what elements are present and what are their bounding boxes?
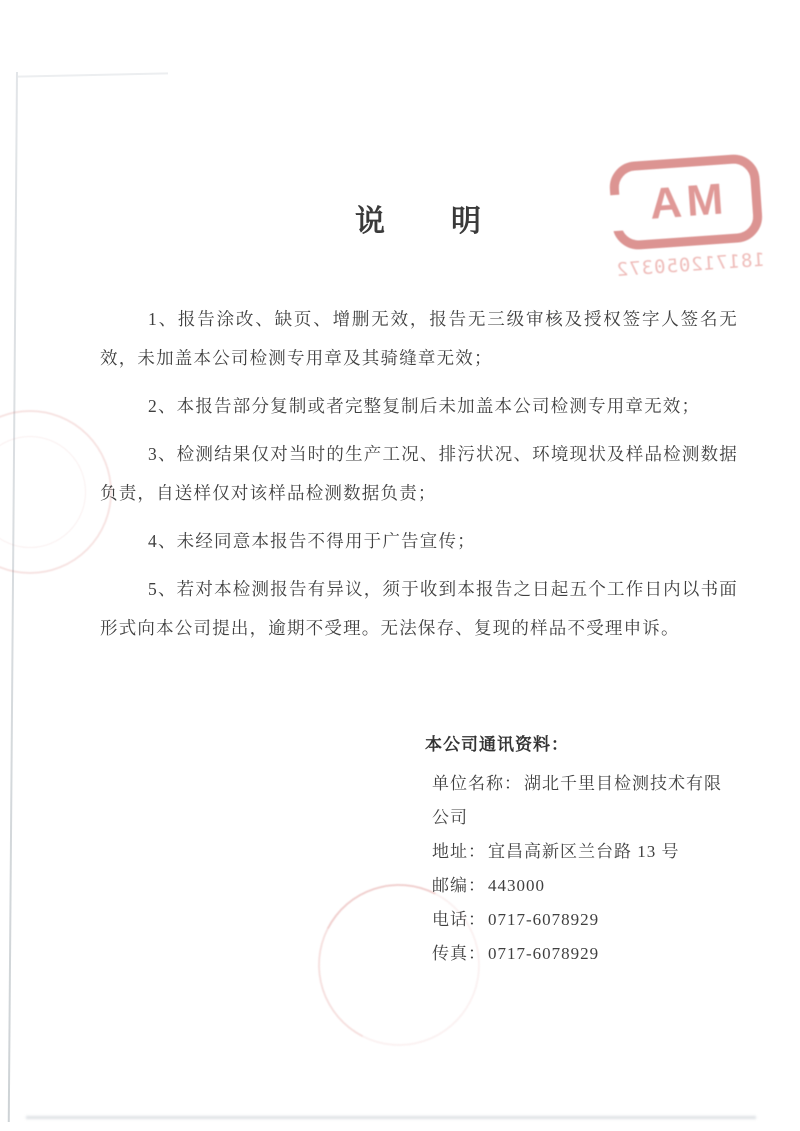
contact-item-value: 湖北千里目检测技术有限公司 (432, 774, 722, 827)
note-paragraph-2: 2、本报告部分复制或者完整复制后未加盖本公司检测专用章无效； (148, 396, 701, 416)
contact-item-address (432, 835, 738, 869)
page-title: 说 明 (355, 205, 483, 238)
contact-item-label: 地址： (432, 842, 486, 861)
note-paragraph-3: 3、检测结果仅对当时的生产工况、排污状况、环境现状及样品检测数据负责，自送样仅对该样品检测数据负责； (100, 444, 738, 503)
page-edge-bottom (26, 1116, 756, 1119)
contact-item-company (432, 767, 738, 835)
page-edge-left (8, 72, 18, 1122)
contact-item-value: 0717-6078929 (488, 910, 600, 929)
cma-stamp-number: 181712050372 (615, 248, 766, 282)
contact-item-label: 传真： (432, 944, 486, 963)
contact-item-label: 邮编： (432, 876, 486, 895)
contact-item-value: 宜昌高新区兰台路 13 号 (488, 842, 680, 861)
contact-section (425, 730, 738, 971)
contact-item-value: 0717-6078929 (488, 944, 600, 963)
note-paragraph-1: 1、报告涂改、缺页、增删无效，报告无三级审核及授权签字人签名无效，未加盖本公司检测专用章及其骑缝章无效； (100, 309, 738, 368)
faint-seal-left (0, 410, 112, 574)
notes-section (100, 300, 738, 648)
cma-stamp-letters: MA (643, 174, 725, 229)
contact-heading: 本公司通讯资料： (425, 735, 569, 754)
contact-item-postcode (432, 869, 738, 903)
contact-item-label: 单位名称： (432, 774, 522, 793)
contact-item-fax (432, 937, 738, 971)
contact-item-phone (432, 903, 738, 937)
note-paragraph-4: 4、未经同意本报告不得用于广告宣传； (148, 531, 476, 551)
note-paragraph-5: 5、若对本检测报告有异议，须于收到本报告之日起五个工作日内以书面形式向本公司提出，逾期不受理。无法保存、复现的样品不受理申诉。 (100, 579, 738, 638)
contact-items (432, 767, 738, 971)
contact-item-label: 电话： (432, 910, 486, 929)
document-page (100, 0, 738, 971)
contact-item-value: 443000 (488, 876, 545, 895)
